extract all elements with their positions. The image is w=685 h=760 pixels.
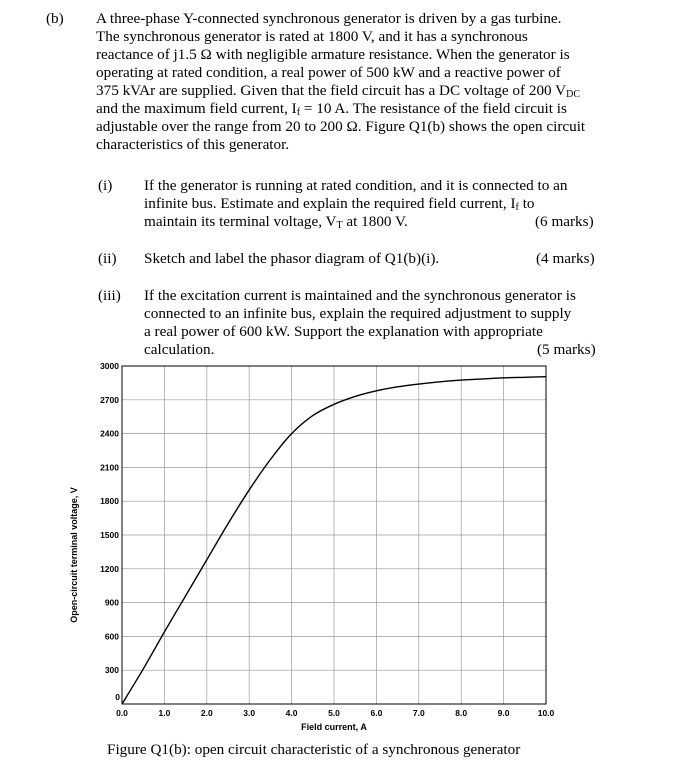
part-label: (i) [98, 177, 113, 194]
y-tick-label: 0 [115, 692, 120, 702]
y-axis-label: Open-circuit terminal voltage, V [69, 487, 79, 623]
y-tick-label: 2400 [100, 428, 119, 439]
t-subscript: T [336, 220, 343, 231]
x-tick-label: 9.0 [497, 708, 510, 718]
marks: (6 marks) [535, 213, 594, 230]
intro-line [96, 100, 596, 117]
part-label: (iii) [98, 287, 121, 304]
part-line: calculation. [144, 341, 215, 358]
intro-line-tail: = 10 A. The resistance of the field circuit is [300, 100, 567, 117]
x-tick-label: 1.0 [158, 708, 171, 718]
part-line [144, 213, 408, 230]
y-tick-label: 600 [104, 631, 119, 642]
f-subscript: f [296, 107, 301, 118]
y-tick-label: 900 [104, 597, 119, 608]
part-line: a real power of 600 kW. Support the explanation with appropriate [144, 323, 543, 340]
intro-line: adjustable over the range from 20 to 200 Ω. Figure Q1(b) shows the open circuit [96, 118, 586, 135]
intro-line: operating at rated condition, a real power of 500 kW and a reactive power of [96, 64, 561, 81]
y-tick-label: 1800 [100, 496, 119, 507]
x-tick-labels [116, 708, 554, 718]
x-tick-label: 2.0 [200, 708, 213, 718]
part-line: connected to an infinite bus, explain the required adjustment to supply [144, 305, 572, 322]
x-tick-label: 0.0 [116, 708, 128, 718]
part-label: (ii) [98, 250, 117, 267]
f-subscript: f [515, 202, 519, 213]
part-line-tail: at 1800 V. [342, 213, 408, 230]
x-tick-label: 10.0 [537, 708, 555, 718]
intro-line-text: 375 kVAr are supplied. Given that the field circuit has a DC voltage of 200 V [96, 82, 567, 99]
part-line-tail: to [518, 195, 535, 212]
x-tick-label: 6.0 [370, 708, 383, 718]
y-tick-label: 2100 [100, 462, 119, 473]
x-tick-label: 8.0 [455, 708, 468, 718]
intro-line: The synchronous generator is rated at 1800 V, and it has a synchronous [96, 28, 528, 45]
x-tick-label: 5.0 [328, 708, 340, 718]
marks: (4 marks) [536, 250, 595, 267]
figure-caption: Figure Q1(b): open circuit characteristic of a synchronous generator [107, 741, 521, 758]
part-line: If the excitation current is maintained and the synchronous generator is [144, 287, 576, 304]
part-line: If the generator is running at rated condition, and it is connected to an [144, 177, 568, 194]
dc-subscript: DC [566, 89, 581, 100]
x-tick-label: 7.0 [412, 708, 425, 718]
occ-chart [0, 355, 685, 740]
intro-line [96, 82, 596, 99]
y-tick-label: 2700 [100, 394, 119, 405]
x-tick-label: 4.0 [285, 708, 298, 718]
intro-line: A three-phase Y-connected synchronous generator is driven by a gas turbine. [96, 10, 562, 27]
y-tick-label: 1500 [100, 530, 119, 540]
question-label: (b) [46, 10, 64, 27]
marks: (5 marks) [537, 341, 596, 358]
x-tick-label: 3.0 [243, 708, 256, 718]
y-tick-label: 1200 [100, 563, 119, 574]
part-line-text: infinite bus. Estimate and explain the required field current, I [144, 195, 516, 212]
intro-line: characteristics of this generator. [96, 136, 290, 153]
y-tick-label: 300 [104, 665, 119, 676]
part-line [144, 195, 535, 212]
y-tick-label: 3000 [100, 361, 119, 371]
y-tick-labels [100, 361, 120, 702]
x-axis-label: Field current, A [301, 722, 367, 732]
intro-line-text: and the maximum field current, I [96, 100, 297, 117]
part-line: Sketch and label the phasor diagram of Q1(b)(i). [144, 250, 440, 267]
part-line-text: maintain its terminal voltage, V [144, 213, 337, 230]
intro-line: reactance of j1.5 Ω with negligible armature resistance. When the generator is [96, 46, 570, 63]
chart-grid [122, 366, 546, 704]
